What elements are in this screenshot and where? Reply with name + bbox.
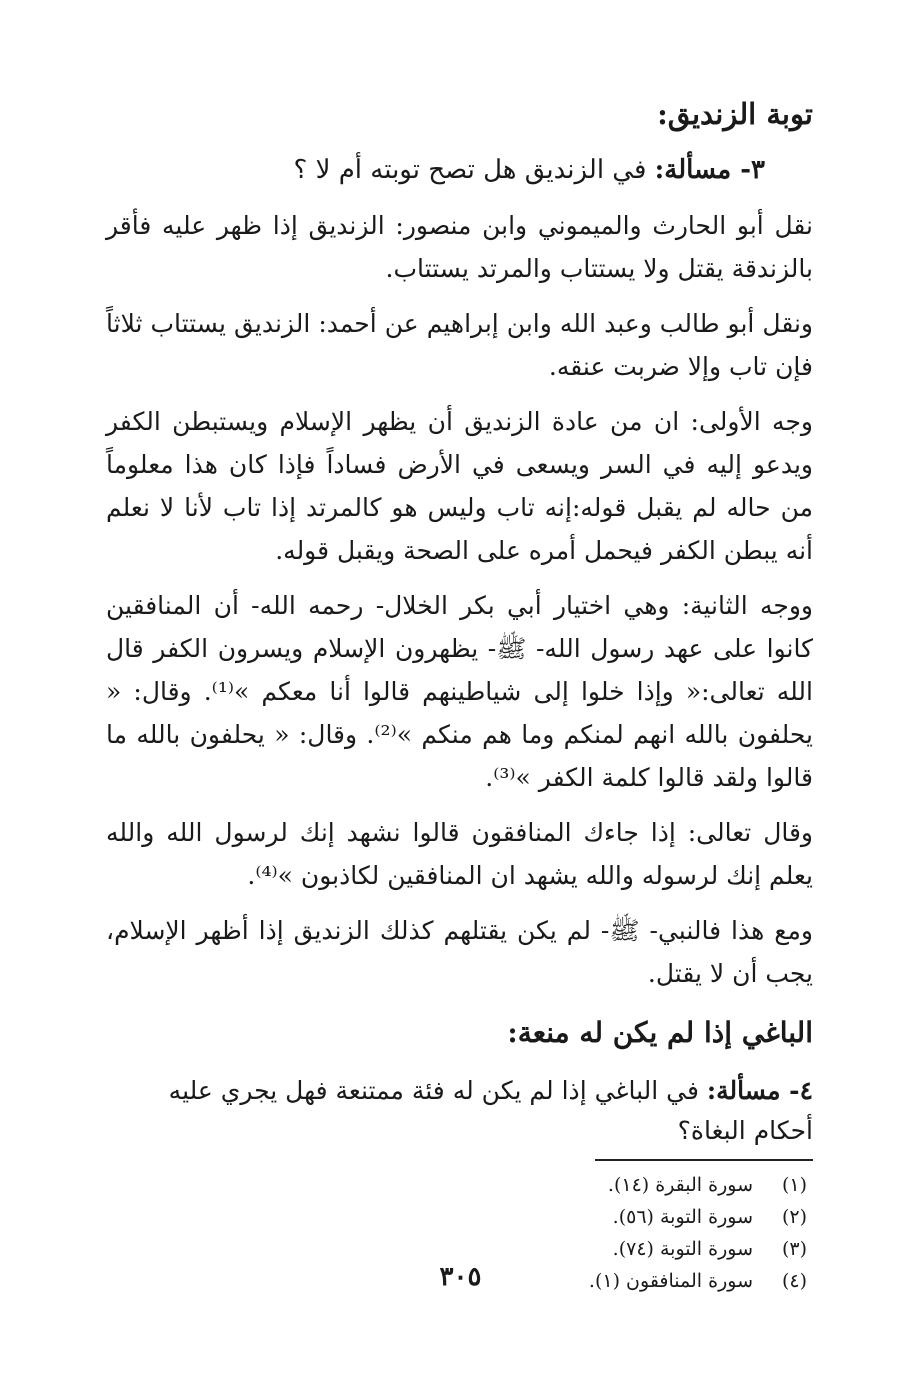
footnote-item — [106, 1201, 813, 1233]
footnote-number: (١) — [781, 1174, 807, 1196]
section-heading: توبة الزنديق: — [657, 97, 813, 131]
paragraph-5: وقال تعالى: إذا جاءك المنافقون قالوا نشهد إنك لرسول الله والله يعلم إنك لرسوله والله يشهد ان المنافقين لكاذبون »⁽⁴⁾. — [106, 818, 813, 890]
footnote-text: سورة التوبة (٧٤). — [612, 1238, 753, 1260]
footnote-text: سورة التوبة (٥٦). — [612, 1206, 753, 1228]
footnote-divider — [595, 1159, 813, 1161]
paragraph-4: ووجه الثانية: وهي اختيار أبي بكر الخلال- رحمه الله- أن المنافقين كانوا على عهد رسول الله- ﷺ- يظهرون الإسلام ويسرون الكفر قال الله تعالى:« وإذا خلوا إلى شياطينهم قالوا أنا معكم »⁽¹⁾. وقال: « يحلفون بالله انهم لمنكم وما هم منكم »⁽²⁾. وقال: « يحلفون بالله ما قالوا ولقد قالوا كلمة الكفر »⁽³⁾. — [106, 591, 813, 792]
question-3-label: ٣- مسألة: — [654, 155, 765, 185]
paragraph-3: وجه الأولى: ان من عادة الزنديق أن يظهر الإسلام ويستبطن الكفر ويدعو إليه في السر ويسعى في الأرض فساداً فإذا كان هذا معلوماً من حاله لم يقبل قوله:إنه تاب وليس هو كالمرتد إذا تاب لأنا لا نعلم أنه يبطن الكفر فيحمل أمره على الصحة ويقبل قوله. — [106, 407, 813, 565]
question-3 — [106, 150, 813, 190]
footnote-text: سورة المنافقون (١). — [588, 1270, 753, 1292]
footnote-number: (٤) — [781, 1270, 807, 1292]
page-number: ٣٠٥ — [439, 1262, 482, 1292]
footnote-text: سورة البقرة (١٤). — [607, 1174, 753, 1196]
footnote-number: (٣) — [781, 1238, 807, 1260]
paragraph-2: ونقل أبو طالب وعبد الله وابن إبراهيم عن أحمد: الزنديق يستتاب ثلاثاً فإن تاب وإلا ضربت عنقه. — [106, 309, 813, 381]
section-heading-2: الباغي إذا لم يكن له منعة: — [507, 1016, 813, 1049]
footnote-number: (٢) — [781, 1206, 807, 1228]
footnote-item — [106, 1169, 813, 1201]
question-4 — [106, 1071, 813, 1151]
question-4-label: ٤- مسألة: — [706, 1076, 813, 1105]
question-3-text: في الزنديق هل تصح توبته أم لا ؟ — [293, 155, 647, 185]
paragraph-1: نقل أبو الحارث والميموني وابن منصور: الزنديق إذا ظهر عليه فأقر بالزندقة يقتل ولا يستتاب والمرتد يستتاب. — [106, 211, 813, 283]
question-4-text: في الباغي إذا لم يكن له فئة ممتنعة فهل يجري عليه أحكام البغاة؟ — [168, 1076, 813, 1145]
footnote-item — [106, 1233, 813, 1265]
paragraph-6: ومع هذا فالنبي- ﷺ- لم يكن يقتلهم كذلك الزنديق إذا أظهر الإسلام، يجب أن لا يقتل. — [106, 916, 813, 988]
